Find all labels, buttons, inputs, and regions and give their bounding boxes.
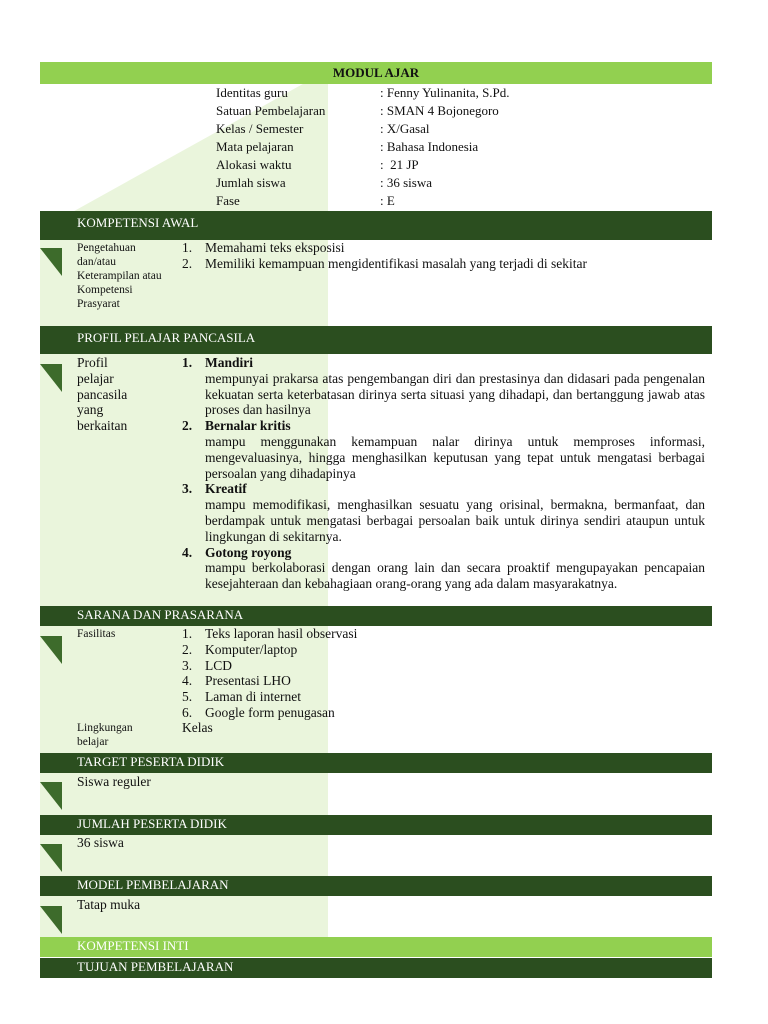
section-title: TARGET PESERTA DIDIK [77, 754, 225, 769]
section-header-jumlah [40, 815, 712, 835]
identity-label: Kelas / Semester [216, 121, 304, 136]
model-value: Tatap muka [77, 897, 141, 912]
page-title: MODUL AJAR [332, 65, 420, 80]
list-text: Presentasi LHO [205, 673, 291, 689]
section-title: JUMLAH PESERTA DIDIK [77, 816, 227, 831]
section-title: MODEL PEMBELAJARAN [77, 877, 229, 892]
profil-item [182, 481, 705, 544]
list-number: 1. [182, 355, 193, 370]
list-number: 2. [182, 641, 193, 657]
identity-label: Fase [216, 193, 240, 208]
list-item [182, 240, 712, 256]
triangle-marker-icon [40, 844, 62, 872]
section-header-kompetensi-awal [40, 211, 712, 240]
list-number: 3. [182, 481, 193, 497]
list-item [182, 256, 712, 272]
section-header-target [40, 753, 712, 773]
profil-item-title: Mandiri [205, 355, 254, 370]
section-header-sarana [40, 606, 712, 626]
fasilitas-label: Fasilitas [77, 628, 116, 640]
section-header-tujuan [40, 958, 712, 978]
list-text: LCD [205, 657, 232, 673]
list-text: Laman di internet [205, 689, 301, 705]
profil-item-desc: mampu menggunakan kemampuan nalar dirinya untuk memproses informasi, mengevaluasinya, hingga menghasilkan keputusan yang tepat untuk mengatasi berbagai persoalan yang dihadapinya [205, 433, 705, 481]
triangle-marker-icon [40, 636, 62, 664]
identity-value: : 21 JP [380, 157, 419, 172]
list-number: 5. [182, 689, 193, 705]
target-value: Siswa reguler [77, 774, 151, 789]
profil-item-desc: mampu berkolaborasi dengan orang lain dan secara proaktif mengupayakan pencapaian kesejahteraan dan kebahagiaan orang-orang yang ada dalam masyarakatnya. [205, 560, 705, 592]
profil-item-title: Kreatif [205, 481, 247, 497]
identity-label: Alokasi waktu [216, 157, 292, 172]
list-text: Memiliki kemampuan mengidentifikasi masalah yang terjadi di sekitar [205, 255, 588, 271]
identity-value: : Fenny Yulinanita, S.Pd. [380, 85, 510, 100]
identity-value: : 36 siswa [380, 175, 432, 190]
kompetensi-awal-label: Pengetahuan dan/atau Keterampilan atau Kompetensi Prasyarat [77, 242, 162, 310]
list-text: Memahami teks eksposisi [205, 240, 345, 255]
list-number: 2. [182, 255, 193, 271]
list-item [182, 705, 702, 721]
profil-item [182, 545, 705, 592]
identity-label: Satuan Pembelajaran [216, 103, 326, 118]
profil-item-desc: mampu memodifikasi, menghasilkan sesuatu yang orisinal, bermakna, bermanfaat, dan berdampak untuk mengatasi berbagai persoalan baik untuk dirinya sendiri ataupun untuk lingkungan di sekitarnya. [205, 497, 705, 544]
lingkungan-label: Lingkungan belajar [77, 722, 133, 748]
list-text: Teks laporan hasil observasi [205, 626, 358, 641]
list-text: Google form penugasan [205, 704, 335, 720]
triangle-marker-icon [40, 248, 62, 276]
fasilitas-list [182, 626, 702, 721]
identity-label: Jumlah siswa [216, 175, 286, 190]
list-item [182, 658, 702, 674]
list-item [182, 642, 702, 658]
identity-value: : X/Gasal [380, 121, 430, 136]
list-item [182, 673, 702, 689]
identity-value: : SMAN 4 Bojonegoro [380, 103, 499, 118]
profil-list [182, 355, 705, 592]
identity-value: : Bahasa Indonesia [380, 139, 479, 154]
profil-item [182, 418, 705, 481]
list-number: 4. [182, 544, 193, 560]
section-header-profil [40, 326, 712, 354]
kompetensi-awal-list [182, 240, 712, 272]
profil-item-desc: mempunyai prakarsa atas pengembangan diri dan prestasinya dan didasari pada pengenalan kekuatan serta keterbatasan dirinya serta situasi yang dihadapi, dan bertanggung jawab atas proses dan hasilnya [205, 370, 705, 418]
profil-label: Profil pelajar pancasila yang berkaitan [77, 355, 128, 434]
profil-item-title: Gotong royong [205, 544, 292, 560]
list-item [182, 626, 702, 642]
section-header-model [40, 876, 712, 896]
title-bar [40, 62, 712, 84]
section-title: TUJUAN PEMBELAJARAN [77, 959, 234, 974]
triangle-marker-icon [40, 906, 62, 934]
section-header-kompetensi-inti [40, 937, 712, 957]
section-title: KOMPETENSI AWAL [77, 215, 199, 230]
list-number: 1. [182, 240, 193, 255]
list-item [182, 689, 702, 705]
section-title: SARANA DAN PRASARANA [77, 607, 244, 622]
list-number: 1. [182, 626, 193, 641]
profil-item-title: Bernalar kritis [205, 418, 291, 434]
section-title: PROFIL PELAJAR PANCASILA [77, 330, 256, 345]
profil-item [182, 355, 705, 418]
list-number: 3. [182, 657, 193, 673]
jumlah-value: 36 siswa [77, 835, 124, 850]
list-number: 6. [182, 704, 193, 720]
list-number: 4. [182, 673, 193, 689]
triangle-marker-icon [40, 782, 62, 810]
lingkungan-value: Kelas [182, 720, 213, 735]
triangle-marker-icon [40, 364, 62, 392]
list-number: 2. [182, 418, 193, 434]
identity-value: : E [380, 193, 395, 208]
section-title: KOMPETENSI INTI [77, 938, 189, 953]
list-text: Komputer/laptop [205, 641, 298, 657]
identity-label: Mata pelajaran [216, 139, 294, 154]
identity-label: Identitas guru [216, 85, 288, 100]
